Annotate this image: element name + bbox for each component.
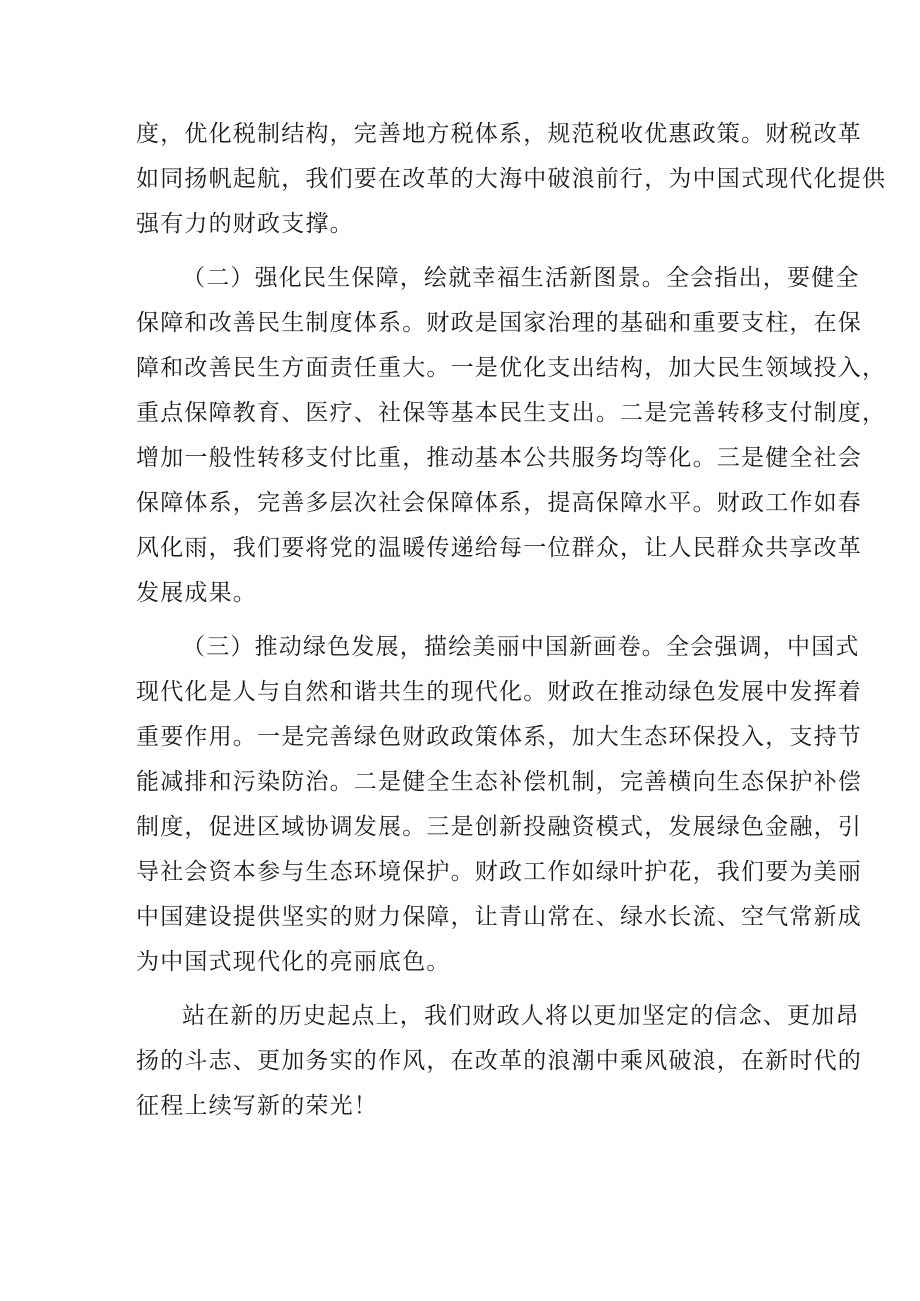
text-line: 扬的斗志、更加务实的作风，在改革的浪潮中乘风破浪，在新时代的 xyxy=(136,1048,862,1074)
text-line: 保障体系，完善多层次社会保障体系，提高保障水平。财政工作如春 xyxy=(136,490,862,516)
text-line: 风化雨，我们要将党的温暖传递给每一位群众，让人民群众共享改革 xyxy=(136,535,862,561)
text-line: 中国建设提供坚实的财力保障，让青山常在、绿水长流、空气常新成 xyxy=(136,904,862,930)
text-line: 站在新的历史起点上，我们财政人将以更加坚定的信念、更加昂 xyxy=(182,1003,860,1029)
text-line: 度，优化税制结构，完善地方税体系，规范税收优惠政策。财税改革 xyxy=(136,121,862,147)
text-line: 重点保障教育、医疗、社保等基本民生支出。二是完善转移支付制度， xyxy=(136,400,887,426)
text-line: 保障和改善民生制度体系。财政是国家治理的基础和重要支柱，在保 xyxy=(136,310,862,336)
paragraph-livelihood xyxy=(136,256,887,616)
text-line: 障和改善民生方面责任重大。一是优化支出结构，加大民生领域投入， xyxy=(136,355,887,381)
paragraph-green-development xyxy=(136,625,862,985)
text-line: 增加一般性转移支付比重，推动基本公共服务均等化。三是健全社会 xyxy=(136,445,862,471)
paragraph-spacer xyxy=(136,616,796,625)
text-line: （三）推动绿色发展，描绘美丽中国新画卷。全会强调，中国式 xyxy=(182,634,860,660)
text-line: 征程上续写新的荣光！ xyxy=(136,1093,378,1119)
text-line: 为中国式现代化的亮丽底色。 xyxy=(136,949,451,975)
text-line: 导社会资本参与生态环境保护。财政工作如绿叶护花，我们要为美丽 xyxy=(136,859,862,885)
paragraph-tax-reform-continued xyxy=(136,112,887,247)
text-line: 重要作用。一是完善绿色财政政策体系，加大生态环保投入，支持节 xyxy=(136,724,862,750)
text-line: 制度，促进区域协调发展。三是创新投融资模式，发展绿色金融，引 xyxy=(136,814,862,840)
paragraph-spacer xyxy=(136,247,796,256)
text-line: 现代化是人与自然和谐共生的现代化。财政在推动绿色发展中发挥着 xyxy=(136,679,862,705)
text-line: 能减排和污染防治。二是健全生态补偿机制，完善横向生态保护补偿 xyxy=(136,769,862,795)
text-line: 强有力的财政支撑。 xyxy=(136,211,354,237)
text-line: 发展成果。 xyxy=(136,580,257,606)
paragraph-spacer xyxy=(136,985,796,994)
document-body xyxy=(136,112,887,1129)
text-line: 如同扬帆起航，我们要在改革的大海中破浪前行，为中国式现代化提供 xyxy=(136,166,887,192)
paragraph-conclusion xyxy=(136,994,862,1129)
text-line: （二）强化民生保障，绘就幸福生活新图景。全会指出，要健全 xyxy=(182,265,860,291)
